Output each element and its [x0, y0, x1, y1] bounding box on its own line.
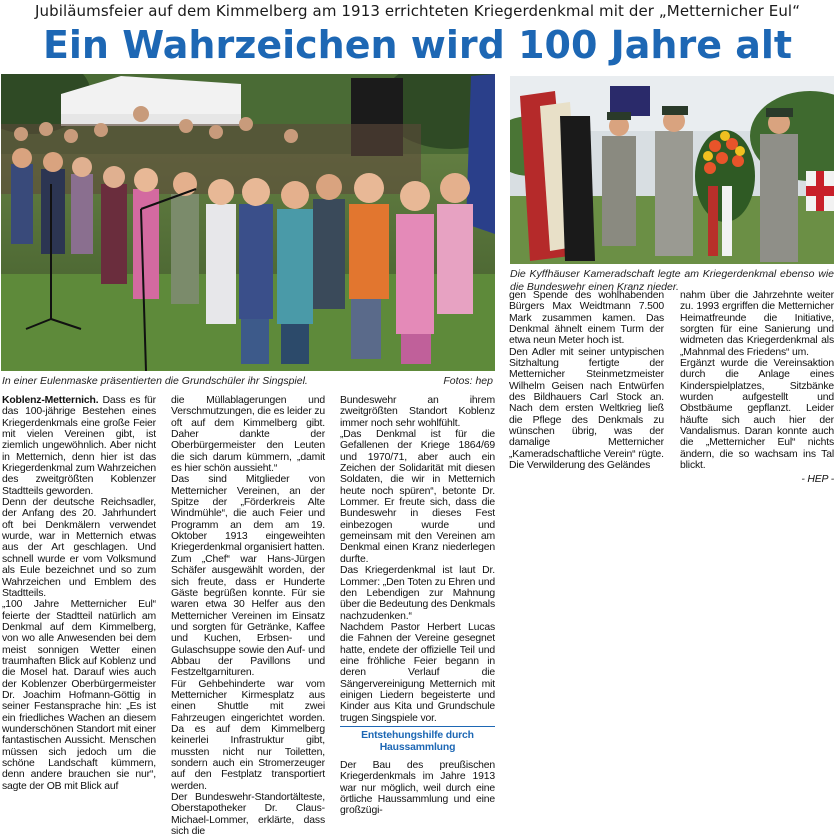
paragraph: „100 Jahre Metternicher Eul“ feierte der Stadtteil natürlich am Denkmal auf dem Kimmelberg, von wo alle Anwesenden bei dem meist sonnigen Wetter einen traumhaften Blick auf Koblenz und die Mosel hat. Darauf wies auch der Koblenzer Oberbürgermeister Dr. Joachim Hofmann-Göttig in seiner Festansprache hin: „Es ist ein friedliches Wachen an diesem wunderschönen Standort mit einer fantastischen Aussicht. Menschen müssen sich jedoch um die schöne Landschaft kümmern, denn andere brauchen sie nur“, sagte der OB mit Blick auf: [2, 599, 156, 792]
paragraph: Bundeswehr an ihrem zweitgrößten Standort Koblenz immer noch sehr wohlfühlt.: [340, 395, 495, 429]
paragraph: Dass es für das 100-jährige Bestehen eines Kriegerdenkmals eine große Feier mit vielen Vereinen gibt, ist ziemlich ungewöhnlich. Aber nicht in Metternich, denn hier ist das Kriegerdenkmal zum Wahrzeichen des zweitgrößten Koblenzer Stadtteils geworden.: [2, 395, 156, 497]
photo-credit: Fotos: hep: [443, 375, 493, 387]
paragraph: Zum „Chef“ war Hans-Jürgen Schäfer ausgewählt worden, der sich freute, dass er Hunderte Gäste begrüßen konnte. Für sie waren etwa 30 Helfer aus den Metternicher Vereinen im Einsatz und sorgten für Getränke, Kaffee und Kuchen, Erbsen- und Gulaschsuppe sowie den Auf- und Abbau der Pavillons und Festzeltgarnituren.: [171, 553, 325, 679]
paragraph: nahm über die Jahrzehnte weiter zu. 1993 ergriffen die Metternicher Heimatfreunde die Initiative, sorgten für eine Sanierung und widmeten das Kriegerdenkmal als „Mahnmal des Friedens“ um.: [680, 290, 834, 358]
paragraph: Das Kriegerdenkmal ist laut Dr. Lommer: „Den Toten zu Ehren und den Lebendigen zur Mahnung über die Bedeutung des Denkmals nachzudenken.“: [340, 565, 495, 622]
kicker-headline: Jubiläumsfeier auf dem Kimmelberg am 1913 errichteten Kriegerdenkmal mit der „Metternicher Eul“: [34, 2, 801, 20]
photo-wreath-laying: [510, 76, 834, 264]
article-dateline: Koblenz-Metternich.: [2, 395, 99, 406]
paragraph: Der Bau des preußischen Kriegerdenkmals im Jahre 1913 war nur möglich, weil durch eine örtliche Haussammlung und eine großzügi-: [340, 759, 495, 817]
photo-left-caption: In einer Eulenmaske präsentierten die Grundschüler ihr Singspiel.: [2, 375, 308, 387]
photo-right-caption: Die Kyffhäuser Kameradschaft legte am Kriegerdenkmal ebenso wie die Bundeswehr einen Kranz nieder.: [510, 268, 834, 293]
article-column-2: [171, 395, 325, 837]
paragraph: gen Spende des wohlhabenden Bürgers Max Weidtmann 7.500 Mark zusammen kamen. Das Denkmal ähnelt einem Turm der etwa neun Meter hoch ist.: [509, 290, 664, 347]
author-signature: - HEP -: [801, 473, 834, 485]
paragraph: Ergänzt wurde die Vereinsaktion durch die Anlage eines Kinderspielplatzes, Sitzbänke wurden aufgestellt und Obstbäume gepflanzt. Leider häufte sich auch hier der Vandalismus. Daran konnte auch die „Metternicher Eul“ nichts ändern, die so wachsam ins Tal blickt.: [680, 358, 834, 472]
paragraph: Das sind Mitglieder von Metternicher Vereinen, an der Spitze der „Förderkreis Alte Windmühle“, die auch Feier und Programm an dem am 19. Oktober 1913 eingeweihten Kriegerdenkmal organisiert hatten.: [171, 474, 325, 554]
paragraph: „Das Denkmal ist für die Gefallenen der Kriege 1864/69 und 1970/71, aber auch ein Zeichen der Solidarität mit diesen Soldaten, die wir in Metternich heute noch spüren“, betonte Dr. Lommer. Er freute sich, dass die Bundeswehr in dieses Fest einbezogen wurde und gemeinsam mit den Vereinen am Denkmal einen Kranz niederlegen durfte.: [340, 429, 495, 565]
paragraph: Den Adler mit seiner untypischen Sitzhaltung fertigte der Metternicher Steinmetzmeister Wilhelm Geisen nach Entwürfen des Bildhauers Carl Stock an. Nach dem ersten Weltkrieg ließ die Pflege des Denkmals zu wünschen übrig, was der damalige Metternicher „Kameradschaftliche Verein“ rügte.: [509, 346, 664, 460]
article-column-4: [509, 290, 664, 472]
paragraph: Für Gehbehinderte war vom Metternicher Kirmesplatz aus einen Shuttle mit zwei Fahrzeugen eingerichtet worden. Da es auf dem Kimmelberg keinerlei Infrastruktur gibt, mussten nicht nur Toiletten, sondern auch ein Stromerzeuger auf den Festplatz transportiert werden.: [171, 678, 325, 792]
photo-children-singspiel: [1, 74, 495, 371]
paragraph: Der Bundeswehr-Standortälteste, Oberstapotheker Dr. Claus-Michael-Lommer, erklärte, dass sich die: [171, 792, 325, 837]
paragraph: Denn der deutsche Reichsadler, der Anfang des 20. Jahrhundert oft bei Denkmälern verwendet wurde, war in Metternich etwas aus der Art geschlagen. Und schnell wurde er vom Volksmund als Eule bezeichnet und so zum Wahrzeichen und Emblem des Stadtteils.: [2, 497, 156, 599]
article-column-5: [680, 290, 834, 485]
paragraph: die Müllablagerungen und Verschmutzungen, die es leider zu oft auf dem Kimmelberg gibt. Daher dankte der Oberbürgermeister den Leuten die sich darum kümmern, „damit es hier schön aussieht.“: [171, 395, 325, 475]
main-headline: Ein Wahrzeichen wird 100 Jahre alt: [42, 23, 793, 67]
article-column-3: [340, 395, 495, 817]
article-column-1: [2, 395, 156, 792]
paragraph: Die Verwilderung des Geländes: [509, 460, 651, 472]
paragraph: Nachdem Pastor Herbert Lucas die Fahnen der Vereine gesegnet hatte, endete der offizielle Teil und eine fröhliche Feier begann in deren Verlauf die Sängervereinigung Metternich mit einigen Liedern begeisterte und Kinder aus Kita und Grundschule trugen Singspiele vor.: [340, 621, 495, 724]
article-subheading: Entstehungshilfe durch Haussammlung: [340, 726, 495, 754]
